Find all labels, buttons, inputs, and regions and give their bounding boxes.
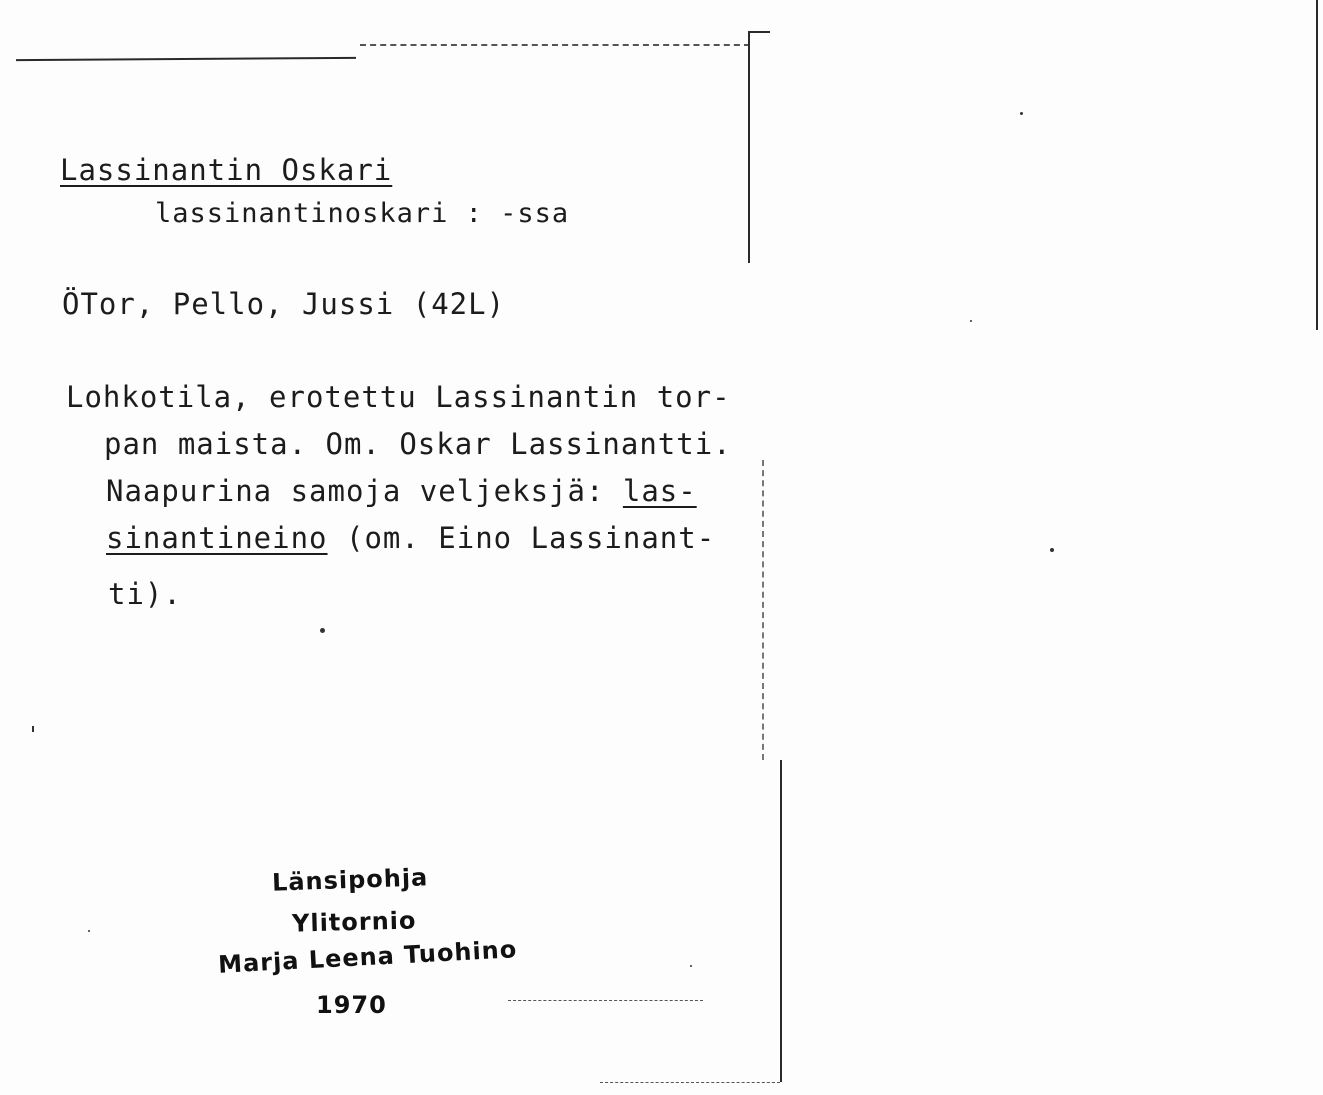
body-line-4	[106, 521, 716, 555]
scan-speck	[690, 965, 692, 967]
scan-right-border	[1316, 0, 1318, 330]
stamp-collector: Marja Leena Tuohino	[217, 935, 518, 979]
card-heading: Lassinantin Oskari	[60, 153, 393, 187]
scan-speck	[32, 726, 34, 732]
body-line-3-text: Naapurina samoja veljeksjä:	[106, 474, 623, 508]
card-bottom-edge	[600, 1082, 780, 1083]
card-right-edge-middle	[762, 460, 764, 760]
card-corner-top	[748, 31, 770, 33]
card-right-edge-upper	[748, 33, 750, 263]
body-line-2: pan maista. Om. Oskar Lassinantti.	[104, 427, 732, 461]
source-line: ÖTor, Pello, Jussi (42L)	[62, 287, 506, 321]
scan-speck	[320, 628, 325, 633]
stamp-year: 1970	[316, 991, 387, 1019]
card-top-edge	[16, 57, 356, 61]
variant-line: lassinantinoskari : -ssa	[155, 198, 570, 229]
body-line-3	[106, 474, 697, 508]
body-line-1: Lohkotila, erotettu Lassinantin tor-	[66, 380, 731, 414]
body-line-5: ti).	[108, 577, 182, 611]
scan-speck	[1050, 548, 1054, 552]
card-top-edge-dashed	[360, 44, 750, 46]
body-line-4-text: (om. Eino Lassinant-	[345, 521, 716, 555]
scan-speck	[88, 930, 90, 932]
underlined-word-sinantineino: sinantineino	[106, 521, 328, 555]
stamp-region: Länsipohja	[271, 863, 429, 897]
scan-speck	[1020, 112, 1023, 115]
stamp-dash-line	[508, 1000, 703, 1001]
scan-speck	[970, 320, 972, 322]
card-right-edge-lower	[780, 760, 782, 1082]
underlined-word-las: las-	[622, 474, 697, 508]
stamp-parish: Ylitornio	[291, 906, 417, 938]
